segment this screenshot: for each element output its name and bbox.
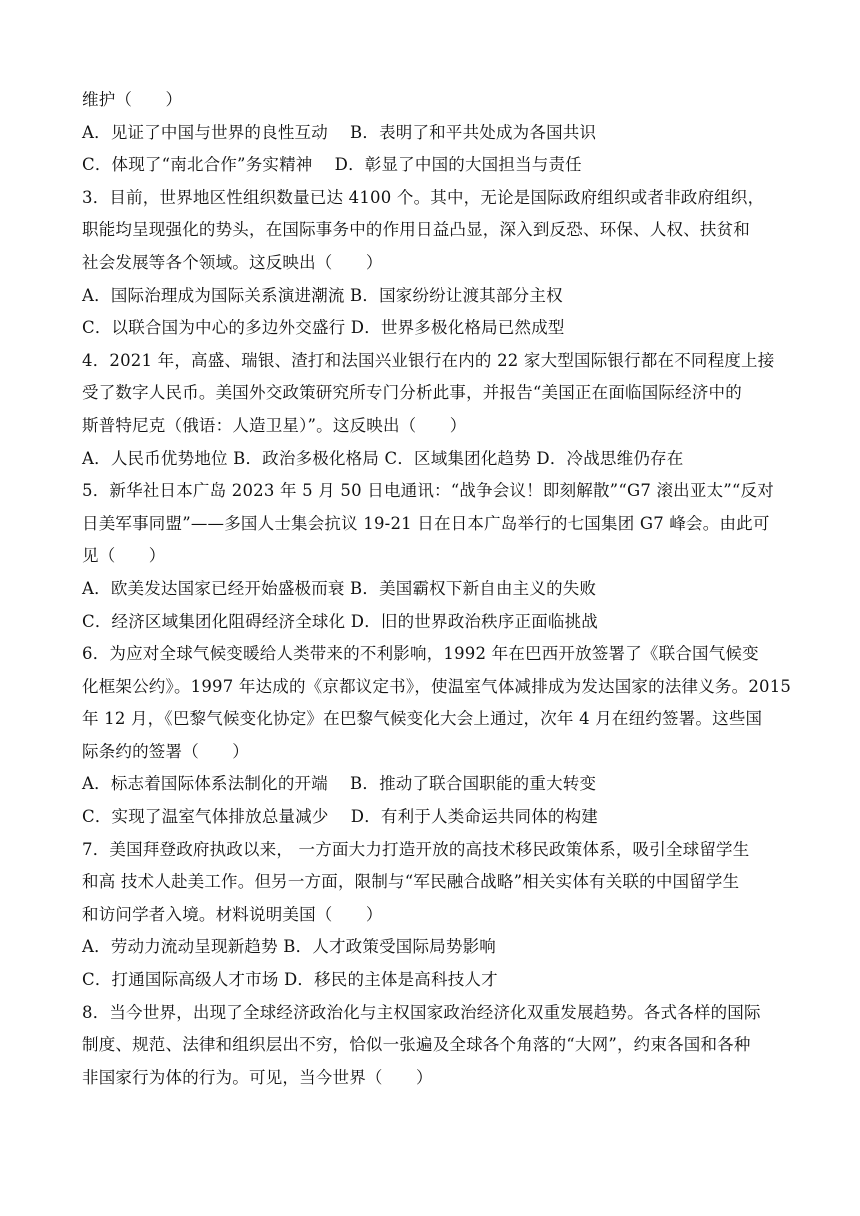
question-stem — [82, 182, 782, 280]
question-5 — [82, 475, 782, 638]
answer-options — [82, 931, 782, 996]
answer-options — [82, 117, 782, 182]
option-line: A．欧美发达国家已经开始盛极而衰 B．美国霸权下新自由主义的失败 — [82, 578, 597, 598]
question-stem — [82, 638, 792, 768]
answer-options — [82, 443, 782, 476]
stem-line: 3．目前，世界地区性组织数量已达 4100 个。其中，无论是国际政府组织或者非政府组织， — [82, 187, 765, 207]
option-line: C．以联合国为中心的多边外交盛行 D．世界多极化格局已然成型 — [82, 318, 565, 338]
answer-options — [82, 280, 782, 345]
stem-line: 和访问学者入境。材料说明美国（ ） — [82, 904, 383, 924]
option-line: C．打通国际高级人才市场 D．移民的主体是高科技人才 — [82, 970, 498, 990]
question-6 — [82, 638, 792, 834]
question-stem — [82, 345, 782, 443]
stem-line: 社会发展等各个领域。这反映出（ ） — [82, 252, 383, 272]
option-line: C．实现了温室气体排放总量减少 D．有利于人类命运共同体的构建 — [82, 807, 598, 827]
stem-line: 制度、规范、法律和组织层出不穷，恰似一张遍及全球各个角落的“大网”，约束各国和各种 — [82, 1035, 751, 1055]
stem-line: 8．当今世界，出现了全球经济政治化与主权国家政治经济化双重发展趋势。各式各样的国际 — [82, 1002, 761, 1022]
option-line: C．经济区域集团化阻碍经济全球化 D．旧的世界政治秩序正面临挑战 — [82, 611, 598, 631]
question-4 — [82, 345, 782, 475]
option-line: A．标志着国际体系法制化的开端 B．推动了联合国职能的重大转变 — [82, 774, 597, 794]
exam-page — [82, 84, 792, 1094]
stem-line: 见（ ） — [82, 546, 166, 566]
stem-line: 7．美国拜登政府执政以来， 一方面大力打造开放的高技术移民政策体系，吸引全球留学生 — [82, 839, 750, 859]
question-7 — [82, 834, 782, 997]
stem-line: 际条约的签署（ ） — [82, 741, 249, 761]
stem-line: 6．为应对全球气候变暖给人类带来的不利影响，1992 年在巴西开放签署了《联合国气候变 — [82, 644, 759, 664]
stem-line: 斯普特尼克（俄语：人造卫星）”。这反映出（ ） — [82, 415, 467, 435]
stem-line: 受了数字人民币。美国外交政策研究所专门分析此事，并报告“美国正在面临国际经济中的 — [82, 383, 742, 403]
stem-line: 和高 技术人赴美工作。但另一方面，限制与“军民融合战略”相关实体有关联的中国留学生 — [82, 872, 740, 892]
answer-options — [82, 768, 782, 833]
option-line: A．见证了中国与世界的良性互动 B．表明了和平共处成为各国共识 — [82, 122, 597, 142]
stem-line: 化框架公约》。1997 年达成的《京都议定书》，使温室气体减排成为发达国家的法律义务。2015 — [82, 676, 792, 696]
option-line: A．劳动力流动呈现新趋势 B．人才政策受国际局势影响 — [82, 937, 496, 957]
stem-line: 非国家行为体的行为。可见，当今世界（ ） — [82, 1067, 433, 1087]
question-stem — [82, 84, 782, 117]
question-stem — [82, 475, 782, 573]
stem-line: 日美军事同盟”——多国人士集会抗议 19-21 日在日本广岛举行的七国集团 G7 峰会。由此可 — [82, 513, 770, 533]
option-line: A．国际治理成为国际关系演进潮流 B．国家纷纷让渡其部分主权 — [82, 285, 563, 305]
question-2-continuation — [82, 84, 782, 182]
stem-line: 职能均呈现强化的势头，在国际事务中的作用日益凸显，深入到反恐、环保、人权、扶贫和 — [82, 220, 750, 240]
stem-line: 4．2021 年，高盛、瑞银、渣打和法国兴业银行在内的 22 家大型国际银行都在不同程度上接 — [82, 350, 775, 370]
stem-line: 年 12 月，《巴黎气候变化协定》在巴黎气候变化大会上通过，次年 4 月在纽约签署。这些国 — [82, 709, 763, 729]
stem-line: 维护（ ） — [82, 90, 183, 109]
answer-options — [82, 573, 782, 638]
option-line: A．人民币优势地位 B．政治多极化格局 C．区域集团化趋势 D．冷战思维仍存在 — [82, 448, 684, 468]
question-stem — [82, 997, 782, 1095]
question-stem — [82, 834, 782, 932]
question-3 — [82, 182, 782, 345]
option-line: C．体现了“南北合作”务实精神 D．彰显了中国的大国担当与责任 — [82, 155, 582, 175]
question-8 — [82, 997, 782, 1095]
stem-line: 5．新华社日本广岛 2023 年 5 月 50 日电通讯：“战争会议！即刻解散”“G7 滚出亚太”“反对 — [82, 481, 774, 501]
